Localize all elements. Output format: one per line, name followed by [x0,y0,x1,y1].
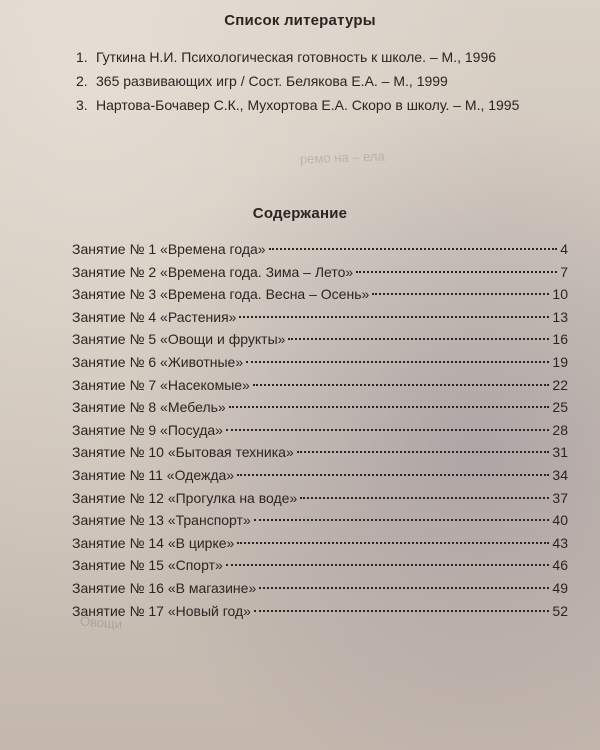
reference-item [76,48,576,66]
toc-entry [72,328,568,351]
toc-page-number: 16 [552,331,568,348]
toc-page-number: 34 [552,466,568,483]
toc-entry [72,577,568,600]
toc-page-number: 13 [552,308,568,325]
toc-title: Занятие № 10 «Бытовая техника» [72,444,294,461]
toc-page-number: 28 [552,421,568,438]
toc-title: Занятие № 13 «Транспорт» [72,512,251,529]
toc-title: Занятие № 11 «Одежда» [72,466,235,483]
toc-title: Занятие № 1 «Времена года» [72,241,266,257]
reference-number: 1. [76,49,88,65]
dot-leader [226,564,550,566]
toc-page-number: 37 [552,489,568,506]
toc-page-number: 4 [560,241,568,257]
reference-text: Нартова-Бочавер С.К., Мухортова Е.А. Скоро в школу. – М., 1995 [96,97,520,113]
toc-entry [72,441,568,464]
dot-leader [237,542,549,544]
toc-entry [72,487,568,510]
dot-leader [226,429,549,431]
toc-title: Занятие № 6 «Животные» [72,353,244,370]
toc-title: Занятие № 3 «Времена года. Весна – Осень» [72,286,370,303]
toc-entry [72,396,568,419]
toc-title: Занятие № 12 «Прогулка на воде» [72,489,298,506]
contents-heading: Содержание [252,205,348,222]
bleed-through-text: ремо на – ела [299,148,385,167]
references-list [76,48,576,120]
toc-title: Занятие № 5 «Овощи и фрукты» [72,331,286,348]
contents-list [72,238,568,622]
dot-leader [269,248,558,250]
toc-entry [72,261,568,284]
toc-title: Занятие № 15 «Спорт» [72,557,223,574]
toc-title: Занятие № 4 «Растения» [72,308,237,325]
toc-title: Занятие № 7 «Насекомые» [72,376,250,393]
toc-title: Занятие № 17 «Новый год» [72,602,251,619]
dot-leader [300,497,549,499]
dot-leader [259,587,549,589]
toc-title: Занятие № 2 «Времена года. Зима – Лето» [72,263,354,280]
dot-leader [297,451,550,453]
reference-text: 365 развивающих игр / Сост. Белякова Е.А. – М., 1999 [96,73,448,89]
toc-page-number: 19 [552,353,568,370]
reference-item [76,96,576,114]
toc-page-number: 25 [552,399,568,416]
toc-page-number: 46 [552,557,568,574]
toc-title: Занятие № 9 «Посуда» [72,421,223,438]
dot-leader [372,293,549,295]
toc-page-number: 52 [552,602,568,619]
toc-title: Занятие № 16 «В магазине» [72,579,257,596]
toc-entry [72,419,568,442]
toc-entry [72,283,568,306]
toc-page-number: 49 [552,579,568,596]
dot-leader [237,474,549,476]
toc-entry [72,532,568,555]
toc-entry [72,238,568,261]
dot-leader [239,316,549,318]
dot-leader [254,610,549,612]
dot-leader [288,338,549,340]
toc-title: Занятие № 8 «Мебель» [72,399,226,416]
dot-leader [229,406,550,408]
toc-entry [72,351,568,374]
toc-page-number: 22 [552,376,568,393]
references-heading: Список литературы [224,12,376,29]
bleed-through-text: Овощи [79,613,123,632]
reference-text: Гуткина Н.И. Психологическая готовность к школе. – М., 1996 [96,49,497,65]
dot-leader [356,271,557,273]
toc-entry [72,374,568,397]
toc-entry [72,306,568,329]
reference-item [76,72,576,90]
reference-number: 3. [76,97,88,113]
dot-leader [246,361,549,363]
toc-entry [72,464,568,487]
toc-page-number: 40 [552,512,568,529]
toc-page-number: 31 [552,444,568,461]
toc-entry [72,554,568,577]
toc-page-number: 10 [552,286,568,303]
toc-entry [72,509,568,532]
dot-leader [253,384,550,386]
reference-number: 2. [76,73,88,89]
toc-page-number: 43 [552,534,568,551]
toc-page-number: 7 [560,263,568,280]
toc-entry [72,600,568,623]
dot-leader [254,519,550,521]
toc-title: Занятие № 14 «В цирке» [72,534,235,551]
